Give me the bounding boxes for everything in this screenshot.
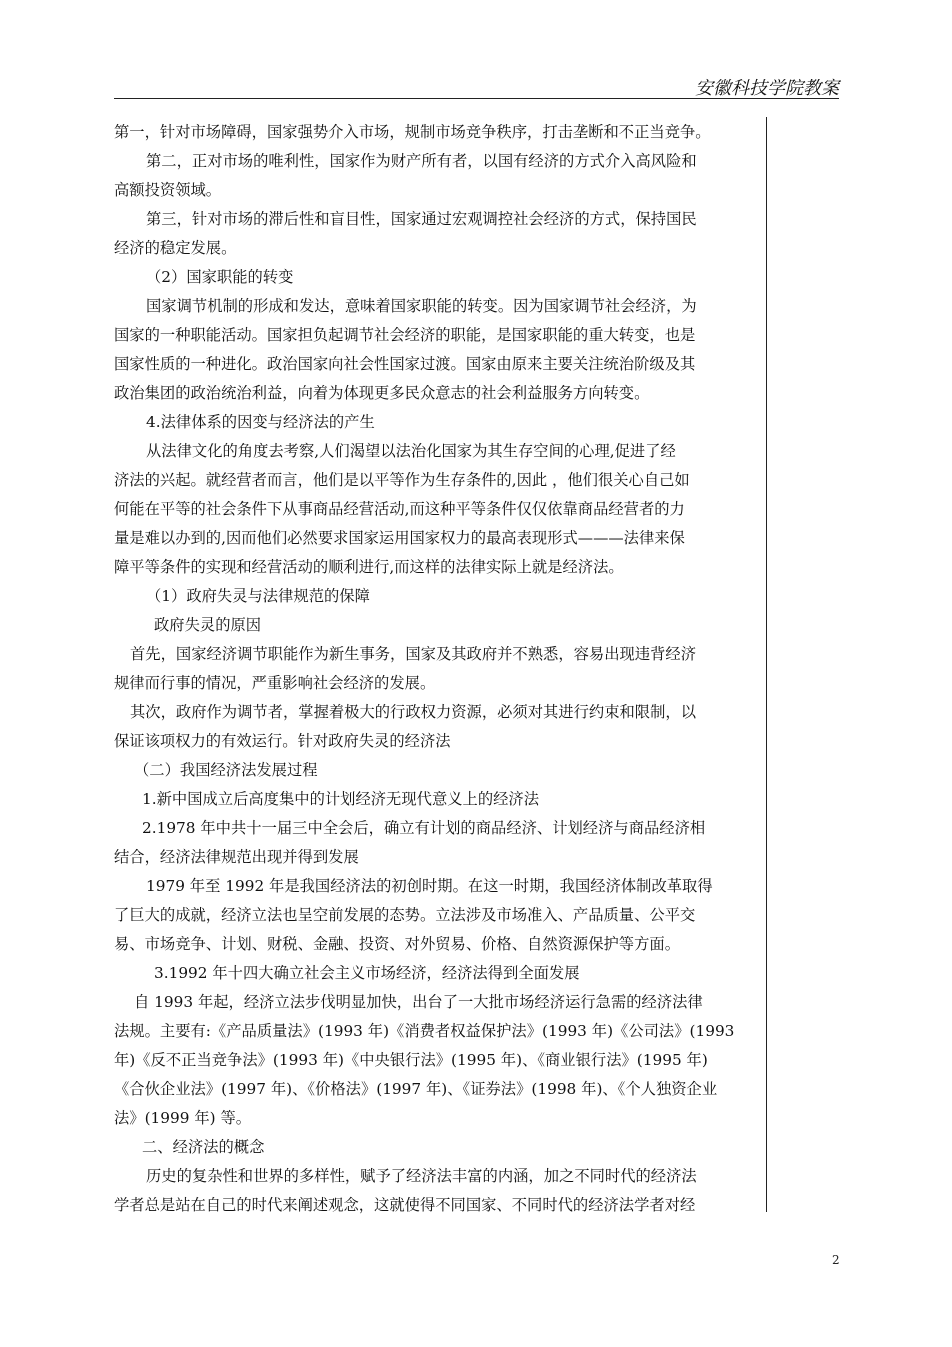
- text-line: 何能在平等的社会条件下从事商品经营活动,而这种平等条件仅仅依靠商品经营者的力: [114, 500, 685, 518]
- text-line: 济法的兴起。就经营者而言，他们是以平等作为生存条件的,因此 ，他们很关心自己如: [114, 471, 690, 489]
- text-line: 国家的一种职能活动。国家担负起调节社会经济的职能，是国家职能的重大转变，也是: [114, 326, 696, 344]
- right-margin-rule: [766, 117, 767, 1212]
- text-line: 年)《反不正当竞争法》(1993 年)《中央银行法》(1995 年)、《商业银行法》(1995 年): [114, 1051, 708, 1069]
- section-heading: （2）国家职能的转变: [146, 268, 294, 286]
- text-line: 自 1993 年起，经济立法步伐明显加快，出台了一大批市场经济运行急需的经济法律: [134, 993, 703, 1011]
- section-heading: 政府失灵的原因: [154, 616, 262, 634]
- text-line: 第三，针对市场的滞后性和盲目性，国家通过宏观调控社会经济的方式，保持国民: [146, 210, 697, 228]
- text-line: 经济的稳定发展。: [114, 239, 237, 257]
- text-line: 2.1978 年中共十一届三中全会后，确立有计划的商品经济、计划经济与商品经济相: [142, 819, 706, 837]
- section-heading: 1.新中国成立后高度集中的计划经济无现代意义上的经济法: [142, 790, 540, 808]
- text-line: 其次，政府作为调节者，掌握着极大的行政权力资源，必须对其进行约束和限制，以: [130, 703, 696, 721]
- text-line: 历史的复杂性和世界的多样性，赋予了经济法丰富的内涵，加之不同时代的经济法: [146, 1167, 697, 1185]
- text-line: 法规。主要有:《产品质量法》(1993 年)《消费者权益保护法》(1993 年)《公司法》(1993: [114, 1022, 735, 1040]
- text-line: 学者总是站在自己的时代来阐述观念，这就使得不同国家、不同时代的经济法学者对经: [114, 1196, 696, 1214]
- text-line: 障平等条件的实现和经营活动的顺利进行,而这样的法律实际上就是经济法。: [114, 558, 624, 576]
- text-line: 国家性质的一种进化。政治国家向社会性国家过渡。国家由原来主要关注统治阶级及其: [114, 355, 696, 373]
- text-line: 高额投资领域。: [114, 181, 222, 199]
- text-line: 第一，针对市场障碍，国家强势介入市场，规制市场竞争秩序，打击垄断和不正当竞争。: [114, 123, 711, 141]
- text-line: 第二，正对市场的唯利性，国家作为财产所有者，以国有经济的方式介入高风险和: [146, 152, 697, 170]
- header-rule: [114, 98, 839, 99]
- text-line: 了巨大的成就，经济立法也呈空前发展的态势。立法涉及市场准入、产品质量、公平交: [114, 906, 696, 924]
- page-number: 2: [832, 1253, 840, 1267]
- body-text: [114, 118, 752, 1220]
- section-heading: 4.法律体系的因变与经济法的产生: [146, 413, 375, 431]
- section-heading: 二、经济法的概念: [142, 1138, 265, 1156]
- text-line: 保证该项权力的有效运行。针对政府失灵的经济法: [114, 732, 451, 750]
- text-line: 法》(1999 年) 等。: [114, 1109, 252, 1127]
- text-line: 《合伙企业法》(1997 年)、《价格法》(1997 年)、《证券法》(1998 年)、《个人独资企业: [114, 1080, 718, 1098]
- text-line: 量是难以办到的,因而他们必然要求国家运用国家权力的最高表现形式———法律来保: [114, 529, 685, 547]
- text-line: 结合，经济法律规范出现并得到发展: [114, 848, 359, 866]
- header-title: 安徽科技学院教案: [695, 78, 839, 99]
- section-heading: 3.1992 年十四大确立社会主义市场经济，经济法得到全面发展: [154, 964, 580, 982]
- section-heading: （1）政府失灵与法律规范的保障: [146, 587, 370, 605]
- section-heading: （二）我国经济法发展过程: [134, 761, 318, 779]
- text-line: 首先，国家经济调节职能作为新生事务，国家及其政府并不熟悉，容易出现违背经济: [130, 645, 696, 663]
- text-line: 易、市场竞争、计划、财税、金融、投资、对外贸易、价格、自然资源保护等方面。: [114, 935, 680, 953]
- text-line: 从法律文化的角度去考察,人们渴望以法治化国家为其生存空间的心理,促进了经: [146, 442, 676, 460]
- text-line: 政治集团的政治统治利益，向着为体现更多民众意志的社会利益服务方向转变。: [114, 384, 650, 402]
- text-line: 国家调节机制的形成和发达，意味着国家职能的转变。因为国家调节社会经济，为: [146, 297, 697, 315]
- text-line: 1979 年至 1992 年是我国经济法的初创时期。在这一时期，我国经济体制改革取得: [146, 877, 713, 895]
- text-line: 规律而行事的情况，严重影响社会经济的发展。: [114, 674, 436, 692]
